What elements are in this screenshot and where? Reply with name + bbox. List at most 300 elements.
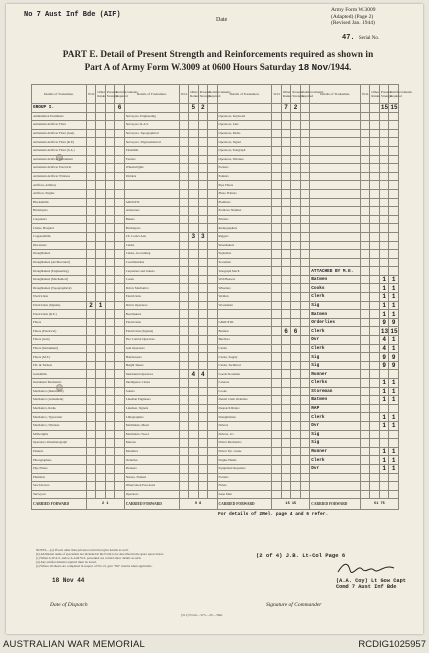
cell-value (105, 387, 114, 396)
trade-label: Batmen (310, 396, 361, 405)
cell-value: 3 (189, 232, 198, 241)
cell-value (208, 172, 217, 181)
table-row (32, 490, 399, 499)
cell-value (179, 164, 188, 173)
cell-value (105, 258, 114, 267)
cell-value (370, 164, 379, 173)
cell-value (370, 421, 379, 430)
cell-value (179, 198, 188, 207)
cell-value (189, 473, 198, 482)
cell-value (115, 189, 124, 198)
trade-label: Wheelwrights (124, 164, 179, 173)
group-header-value: 5 (189, 104, 198, 113)
table-row (32, 129, 399, 138)
cell-value (360, 232, 369, 241)
title-year: /1944. (328, 62, 352, 72)
trade-label (310, 207, 361, 216)
signature-title: Comd 7 Aust Inf Bde (336, 584, 397, 590)
cell-value (360, 267, 369, 276)
trade-label (124, 181, 179, 190)
cell-value (281, 250, 290, 259)
trade-label: GROUP II. (124, 198, 179, 207)
cell-value (115, 344, 124, 353)
cell-value (360, 155, 369, 164)
cell-value (272, 241, 281, 250)
table-row (32, 421, 399, 430)
trade-label: Electricians (124, 293, 179, 302)
cell-value (291, 413, 300, 422)
cell-value (208, 379, 217, 388)
cell-value: 9 (379, 361, 388, 370)
cell-value (86, 146, 95, 155)
cell-value (300, 327, 309, 336)
cell-value (272, 301, 281, 310)
cell-value (291, 284, 300, 293)
cell-value (272, 138, 281, 147)
cell-value (198, 172, 207, 181)
group-header-value (105, 104, 114, 113)
cell-value (300, 456, 309, 465)
cell-value (379, 181, 388, 190)
cell-value (281, 387, 290, 396)
cell-value (208, 198, 217, 207)
cell-value (96, 361, 105, 370)
cell-value (115, 293, 124, 302)
cell-value (281, 198, 290, 207)
trade-label: Surveyors, R.A.S. (124, 121, 179, 130)
cell-value (208, 318, 217, 327)
trade-label: Electricians (124, 318, 179, 327)
cell-value (281, 164, 290, 173)
cell-value (105, 232, 114, 241)
trade-label: Driver Mechanics (124, 284, 179, 293)
cell-value (379, 232, 388, 241)
trade-label: Millwrights (32, 430, 87, 439)
cell-value (189, 121, 198, 130)
trade-label: Shoemakers (217, 241, 272, 250)
cell-value (389, 198, 399, 207)
cell-value (189, 258, 198, 267)
cell-value (96, 421, 105, 430)
cell-value (272, 482, 281, 491)
cell-value (96, 413, 105, 422)
cell-value (179, 241, 188, 250)
cell-value (179, 250, 188, 259)
cell-value: 9 (379, 318, 388, 327)
cell-value (208, 447, 217, 456)
cell-value: 1 (379, 396, 388, 405)
archive-id: RCDIG1025957 (358, 639, 426, 650)
cell-value (291, 310, 300, 319)
cell-value (115, 447, 124, 456)
cell-value (189, 267, 198, 276)
cell-value (198, 327, 207, 336)
cell-value (389, 250, 399, 259)
cell-value (189, 387, 198, 396)
cell-value (281, 439, 290, 448)
trade-label: Dvr (310, 464, 361, 473)
strength-table (31, 84, 412, 518)
cell-value (300, 336, 309, 345)
cell-value: 1 (379, 456, 388, 465)
trade-label: Operators, Signal (217, 138, 272, 147)
trade-label (310, 473, 361, 482)
cell-value (115, 310, 124, 319)
cell-value (370, 439, 379, 448)
cell-value (281, 189, 290, 198)
trade-label: Operators (124, 490, 179, 499)
carried-forward-value: 2 1 (86, 499, 124, 510)
cell-value (281, 379, 290, 388)
cell-value (115, 138, 124, 147)
trade-label: Mechanics, Wireless (32, 421, 87, 430)
cell-value (300, 447, 309, 456)
cell-value (379, 473, 388, 482)
cell-value (370, 241, 379, 250)
cell-value (198, 189, 207, 198)
trade-label: Carpenters and Joiners (124, 267, 179, 276)
cell-value (105, 464, 114, 473)
cell-value (189, 318, 198, 327)
cell-value (208, 284, 217, 293)
cell-value (115, 439, 124, 448)
cell-value (208, 413, 217, 422)
note-line: NOTES.—(a) If tests other than privates is involved give details as well. (36, 548, 129, 552)
cell-value: 9 (389, 353, 399, 362)
cell-value (96, 344, 105, 353)
cell-value (115, 301, 124, 310)
cell-value (189, 310, 198, 319)
trade-label: Sig (310, 353, 361, 362)
cell-value (291, 490, 300, 499)
cell-value (370, 258, 379, 267)
cell-value (86, 164, 95, 173)
trade-label: Dvr (310, 336, 361, 345)
trade-label: Painters (32, 447, 87, 456)
cell-value (96, 353, 105, 362)
cell-value (360, 490, 369, 499)
trade-label: Cooks (217, 387, 272, 396)
trade-label: Draughtsmen (Engineering) (32, 267, 87, 276)
trade-label: Pipe Fitters (217, 181, 272, 190)
cell-value (179, 421, 188, 430)
cell-value (86, 181, 95, 190)
cell-value (198, 344, 207, 353)
cell-value: 1 (379, 284, 388, 293)
cell-value (86, 336, 95, 345)
cell-value (86, 456, 95, 465)
cell-value (105, 146, 114, 155)
cell-value (291, 370, 300, 379)
note-line: (d) Any reinforcements required must be noted. (36, 560, 97, 564)
table-row (32, 198, 399, 207)
cell-value (389, 112, 399, 121)
cell-value (96, 129, 105, 138)
cell-value (300, 473, 309, 482)
column-header-present: Present Strength (379, 85, 388, 104)
cell-value (370, 293, 379, 302)
cell-value (208, 164, 217, 173)
trade-label: Storeman (310, 387, 361, 396)
cell-value (198, 387, 207, 396)
cell-value (105, 267, 114, 276)
cell-value (96, 138, 105, 147)
cell-value (291, 232, 300, 241)
cell-value (96, 267, 105, 276)
unit-line: No 7 Aust Inf Bde (AIF) (24, 11, 121, 19)
form-ref: Army Form W.3009 (331, 7, 376, 13)
trade-label: Mechanics (Instrument) (32, 387, 87, 396)
cell-value (389, 224, 399, 233)
cell-value (370, 198, 379, 207)
cell-value (198, 121, 207, 130)
cell-value (189, 404, 198, 413)
cell-value (189, 129, 198, 138)
cell-value (189, 146, 198, 155)
cell-value (389, 370, 399, 379)
trade-label: Operators, Kinematograph (32, 439, 87, 448)
cell-value (291, 379, 300, 388)
cell-value (272, 155, 281, 164)
cell-value (115, 250, 124, 259)
cell-value (281, 421, 290, 430)
cell-value (198, 310, 207, 319)
cell-value (208, 129, 217, 138)
cell-value: 1 (379, 447, 388, 456)
cell-value (115, 456, 124, 465)
table-row (32, 353, 399, 362)
cell-value: 1 (389, 396, 399, 405)
cell-value (96, 404, 105, 413)
trade-label: Clerk (310, 344, 361, 353)
cell-value (189, 447, 198, 456)
trade-label (310, 112, 361, 121)
group-header: GROUP I. (32, 104, 87, 113)
trade-label: Radiographers (217, 224, 272, 233)
cell-value (208, 336, 217, 345)
cell-value (96, 456, 105, 465)
cell-value (189, 301, 198, 310)
cell-value (86, 112, 95, 121)
cell-value (198, 439, 207, 448)
cell-value (115, 421, 124, 430)
cell-value: 1 (389, 464, 399, 473)
cell-value (291, 181, 300, 190)
cell-value (370, 379, 379, 388)
table-row (32, 396, 399, 405)
cell-value (300, 121, 309, 130)
trade-label: Electricians (Signals) (124, 327, 179, 336)
cell-value (370, 336, 379, 345)
cell-value (360, 250, 369, 259)
cell-value (300, 310, 309, 319)
cell-value (291, 146, 300, 155)
trade-label: Lithographers (124, 413, 179, 422)
cell-value (389, 430, 399, 439)
trade-label: Machinists, Metal (124, 421, 179, 430)
table-row (32, 112, 399, 121)
form-reference (331, 7, 375, 27)
trade-label: Telegraph Mech (217, 267, 272, 276)
cell-value (189, 250, 198, 259)
cell-value (379, 439, 388, 448)
trade-label: RAP (310, 404, 361, 413)
cell-value (198, 456, 207, 465)
cell-value (179, 189, 188, 198)
trade-label: Painters (217, 172, 272, 181)
cell-value (370, 361, 379, 370)
group-header-value (96, 104, 105, 113)
cell-value (105, 336, 114, 345)
trade-label: Draughtsmen (Architectural) (32, 258, 87, 267)
cell-value (281, 310, 290, 319)
trade-label: Clerk (310, 293, 361, 302)
trade-label: Dvr (310, 421, 361, 430)
cell-value (370, 121, 379, 130)
cell-value (370, 284, 379, 293)
cell-value (360, 215, 369, 224)
cell-value (291, 456, 300, 465)
cell-value: 13 (380, 327, 389, 335)
cell-value (115, 353, 124, 362)
trade-label: Pipe Fitters (32, 464, 87, 473)
cell-value (86, 198, 95, 207)
cell-value (86, 121, 95, 130)
trade-label: Photo Printers (217, 189, 272, 198)
cell-value (389, 172, 399, 181)
trade-label: Draughtsmen (32, 250, 87, 259)
cell-value (291, 258, 300, 267)
form-sub: (Adapted) (Page 2) (331, 13, 374, 20)
cell-value (179, 430, 188, 439)
cell-value (96, 112, 105, 121)
date-label: Date (216, 17, 228, 23)
cell-value (208, 482, 217, 491)
trade-label: Packers (217, 164, 272, 173)
cell-value (96, 164, 105, 173)
cell-value (370, 207, 379, 216)
group-header-value (360, 104, 369, 113)
trade-label (310, 250, 361, 259)
cell-value (389, 232, 399, 241)
cell-value (291, 447, 300, 456)
cell-value (96, 172, 105, 181)
group-header-value (300, 104, 309, 113)
column-header-details: Details of Tradesmen. (217, 85, 272, 104)
cell-value (179, 404, 188, 413)
cell-value (370, 138, 379, 147)
carried-forward-value: 61 75 (360, 499, 398, 510)
cell-value (105, 138, 114, 147)
cell-value (115, 396, 124, 405)
cell-value (189, 464, 198, 473)
cell-value (179, 258, 188, 267)
cell-value (291, 430, 300, 439)
cell-value (115, 430, 124, 439)
table-row (32, 215, 399, 224)
table-row (32, 456, 399, 465)
cell-value (281, 181, 290, 190)
cell-value (291, 172, 300, 181)
cell-value (86, 172, 95, 181)
cell-value (281, 232, 290, 241)
table-row (32, 430, 399, 439)
cell-value (272, 421, 281, 430)
cell-value (198, 258, 207, 267)
cell-value (115, 241, 124, 250)
cell-value (300, 353, 309, 362)
cell-value (208, 267, 217, 276)
cell-value (360, 138, 369, 147)
cell-value (291, 387, 300, 396)
cell-value (115, 327, 124, 336)
cell-value (86, 275, 95, 284)
trade-label (310, 482, 361, 491)
cell-value: 1 (379, 387, 388, 396)
cell-value (300, 482, 309, 491)
table-row (32, 336, 399, 345)
trade-label: Fitters (217, 482, 272, 491)
trade-label: Plumbers (217, 198, 272, 207)
cell-value (179, 396, 188, 405)
cell-value (198, 421, 207, 430)
table-row (32, 189, 399, 198)
cell-value (115, 164, 124, 173)
carried-forward-value: 9 8 (179, 499, 217, 510)
trade-label: Carpenters (32, 215, 87, 224)
cell-value (86, 232, 95, 241)
cell-value (281, 396, 290, 405)
cell-value (105, 430, 114, 439)
trade-label: Engine Hands (217, 456, 272, 465)
cell-value (281, 456, 290, 465)
cell-value (360, 336, 369, 345)
typed-bottom-note: (2 of 4) J.B. Lt-Col Page 6 (256, 552, 346, 559)
cell-value: 1 (379, 421, 388, 430)
cell-value (96, 387, 105, 396)
cell-value (179, 353, 188, 362)
cell-value (198, 361, 207, 370)
trade-label: Printers (217, 215, 272, 224)
trade-label: Intelligence Clerks (124, 379, 179, 388)
cell-value: 4 (198, 370, 207, 379)
column-header-reinf: Reinforcements required (115, 85, 124, 104)
cell-value (96, 379, 105, 388)
cell-value (291, 189, 300, 198)
table-row (32, 155, 399, 164)
column-header-reinf: Reinforcements required (389, 85, 399, 104)
cell-value (281, 318, 290, 327)
cell-value (291, 404, 300, 413)
trade-label: Ammunition Examiners (32, 112, 87, 121)
cell-value (370, 301, 379, 310)
cell-value: 1 (389, 293, 399, 302)
cell-value (198, 336, 207, 345)
cell-value (115, 172, 124, 181)
cell-value (86, 464, 95, 473)
cell-value (115, 464, 124, 473)
trade-label: Armament Artificer Fitter (R.P.) (32, 138, 87, 147)
group-header-value: 15 (380, 104, 389, 112)
table-row (32, 413, 399, 422)
trade-label: Storemen (217, 258, 272, 267)
cell-value (300, 284, 309, 293)
cell-value (281, 121, 290, 130)
cell-value (105, 155, 114, 164)
table-row (32, 250, 399, 259)
cell-value (208, 241, 217, 250)
trade-label: Issue Men (217, 490, 272, 499)
